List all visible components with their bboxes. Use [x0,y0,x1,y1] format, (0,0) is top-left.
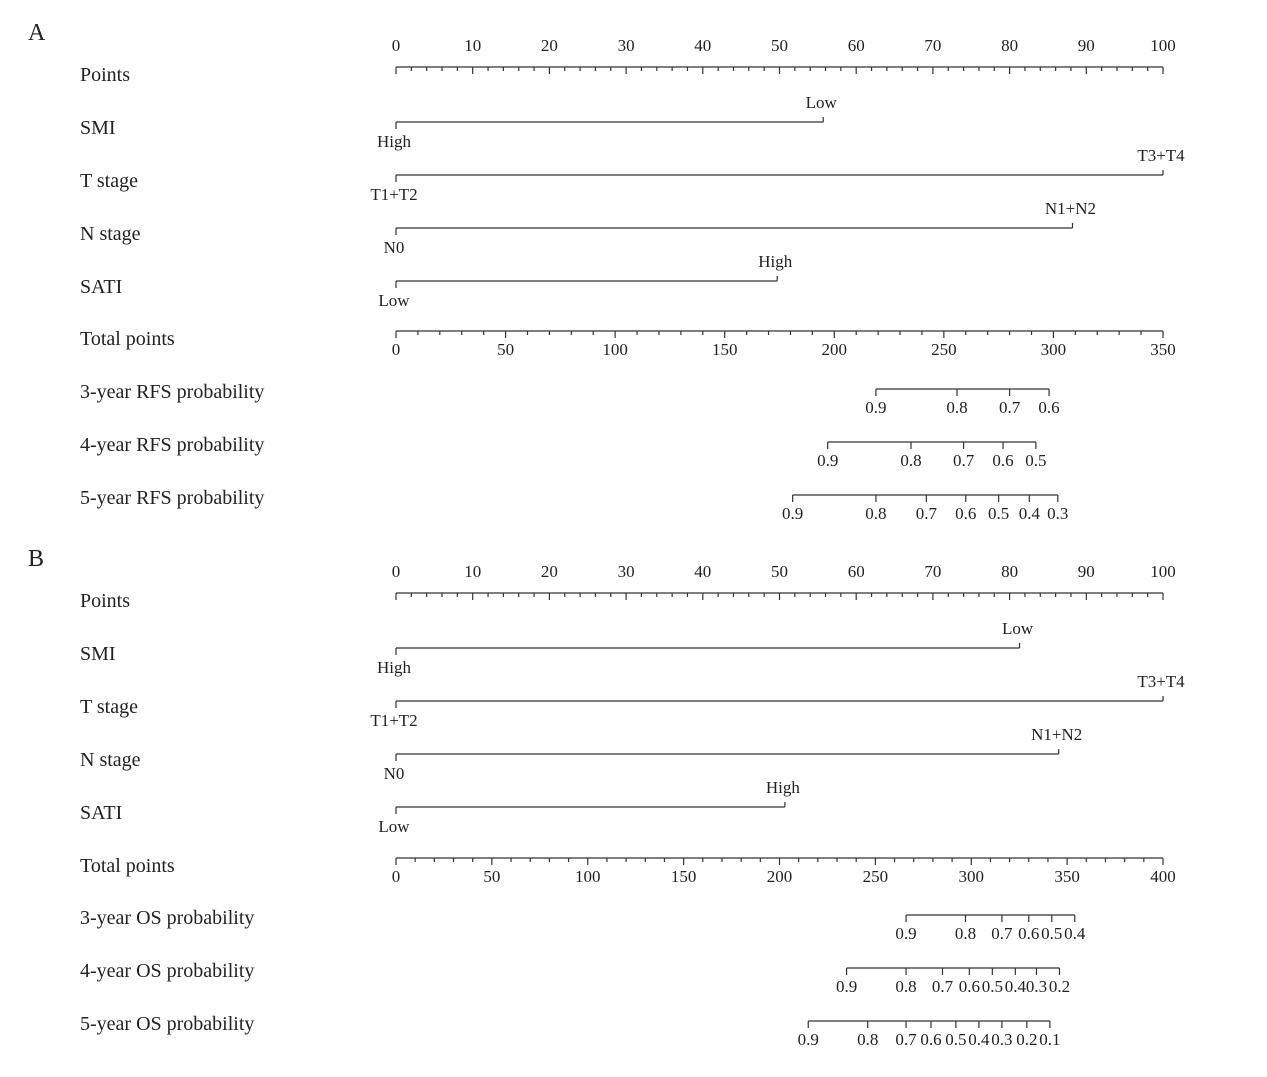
prob-tick-label: 0.8 [865,504,887,523]
row-label: SATI [80,276,123,298]
factor-start-label: High [377,132,411,151]
prob-tick-label: 0.7 [998,398,1021,417]
axis-tick-label: 30 [617,36,635,55]
factor-end-label: N1+N2 [1044,199,1097,218]
row-label: T stage [80,170,138,192]
axis-tick-label: 350 [1054,867,1080,886]
factor-end-label: Low [1001,619,1034,638]
prob-tick-label: 0.9 [782,504,804,523]
prob-tick-label: 0.4 [1064,924,1086,943]
prob-tick-label: 0.8 [857,1030,879,1049]
factor-start-label: Low [378,817,410,836]
prob-tick-label: 0.5 [988,504,1010,523]
prob-tick-label: 0.2 [1016,1030,1038,1049]
axis-tick-label: 350 [1150,340,1176,359]
axis-tick-label: 40 [694,36,712,55]
factor-start-label: T1+T2 [370,711,418,730]
factor-end-label: High [758,252,793,271]
prob-tick-label: 0.6 [920,1030,942,1049]
axis-tick-label: 60 [847,36,865,55]
row-label: 3-year OS probability [80,907,255,929]
factor-end-label: T3+T4 [1137,672,1185,691]
row-label: T stage [80,696,138,718]
prob-tick-label: 0.6 [955,504,977,523]
factor-start-label: N0 [383,764,405,783]
factor-end-label: N1+N2 [1031,725,1083,744]
prob-tick-label: 0.1 [1039,1030,1061,1049]
axis-tick-label: 150 [711,340,738,359]
axis-tick-label: 200 [766,867,793,886]
row-label: N stage [80,223,141,245]
factor-end-label: T3+T4 [1137,146,1185,165]
axis-tick-label: 80 [1001,562,1019,581]
prob-tick-label: 0.4 [1018,504,1040,523]
prob-tick-label: 0.5 [945,1030,967,1049]
axis-tick-label: 0 [391,562,401,581]
axis-tick-label: 90 [1077,36,1095,55]
axis-tick-label: 250 [862,867,889,886]
axis-tick-label: 150 [670,867,697,886]
axis-tick-label: 10 [464,562,482,581]
factor-start-label: Low [378,291,410,310]
prob-tick-label: 0.7 [915,504,937,523]
prob-tick-label: 0.8 [895,977,917,996]
row-label: N stage [80,749,141,771]
factor-start-label: T1+T2 [370,185,418,204]
factor-start-label: N0 [383,238,405,257]
prob-tick-label: 0.4 [968,1030,990,1049]
axis-tick-label: 0 [391,36,401,55]
axis-tick-label: 10 [464,36,482,55]
axis-tick-label: 80 [1001,36,1019,55]
axis-tick-label: 50 [771,36,788,55]
prob-tick-label: 0.5 [1041,924,1063,943]
prob-tick-label: 0.9 [797,1030,819,1049]
axis-tick-label: 60 [847,562,865,581]
axis-tick-label: 70 [924,36,942,55]
prob-tick-label: 0.6 [958,977,980,996]
row-label: 5-year RFS probability [80,487,265,509]
prob-tick-label: 0.5 [1025,451,1047,470]
axis-tick-label: 70 [924,562,942,581]
axis-tick-label: 30 [617,562,635,581]
panel-letter: A [28,20,46,46]
prob-tick-label: 0.8 [946,398,968,417]
row-label: Total points [80,855,175,877]
prob-tick-label: 0.3 [1047,504,1069,523]
axis-tick-label: 20 [540,36,558,55]
prob-tick-label: 0.6 [1018,924,1040,943]
axis-tick-label: 50 [483,867,501,886]
row-label: Points [80,590,131,612]
axis-tick-label: 100 [1150,562,1176,581]
prob-tick-label: 0.8 [954,924,977,943]
axis-tick-label: 200 [821,340,848,359]
axis-tick-label: 250 [931,340,957,359]
prob-tick-label: 0.9 [817,451,839,470]
axis-tick-label: 100 [602,340,628,359]
row-label: SMI [80,643,116,665]
axis-tick-label: 50 [771,562,788,581]
axis-tick-label: 100 [1150,36,1176,55]
prob-tick-label: 0.7 [895,1030,917,1049]
axis-tick-label: 100 [575,867,601,886]
prob-tick-label: 0.3 [1025,977,1048,996]
prob-tick-label: 0.3 [991,1030,1013,1049]
panel-letter: B [28,546,45,572]
prob-tick-label: 0.6 [992,451,1014,470]
row-label: 4-year RFS probability [80,434,265,456]
prob-tick-label: 0.7 [952,451,975,470]
prob-tick-label: 0.2 [1048,977,1071,996]
axis-tick-label: 400 [1150,867,1176,886]
row-label: Total points [80,328,175,350]
prob-tick-label: 0.7 [991,924,1013,943]
row-label: SMI [80,117,116,139]
prob-tick-label: 0.7 [931,977,954,996]
prob-tick-label: 0.9 [895,924,917,943]
prob-tick-label: 0.6 [1038,398,1060,417]
axis-tick-label: 50 [497,340,515,359]
axis-tick-label: 0 [391,340,401,359]
axis-tick-label: 300 [958,867,984,886]
prob-tick-label: 0.8 [900,451,922,470]
row-label: 4-year OS probability [80,960,255,982]
axis-tick-label: 300 [1040,340,1067,359]
row-label: Points [80,64,131,86]
factor-end-label: Low [805,93,837,112]
axis-tick-label: 40 [694,562,712,581]
prob-tick-label: 0.9 [865,398,887,417]
axis-tick-label: 90 [1077,562,1095,581]
axis-tick-label: 20 [540,562,558,581]
prob-tick-label: 0.4 [1004,977,1026,996]
row-label: 3-year RFS probability [80,381,265,403]
factor-end-label: High [765,778,800,797]
prob-tick-label: 0.9 [835,977,858,996]
row-label: 5-year OS probability [80,1013,255,1035]
row-label: SATI [80,802,123,824]
factor-start-label: High [377,658,411,677]
prob-tick-label: 0.5 [981,977,1003,996]
axis-tick-label: 0 [391,867,401,886]
